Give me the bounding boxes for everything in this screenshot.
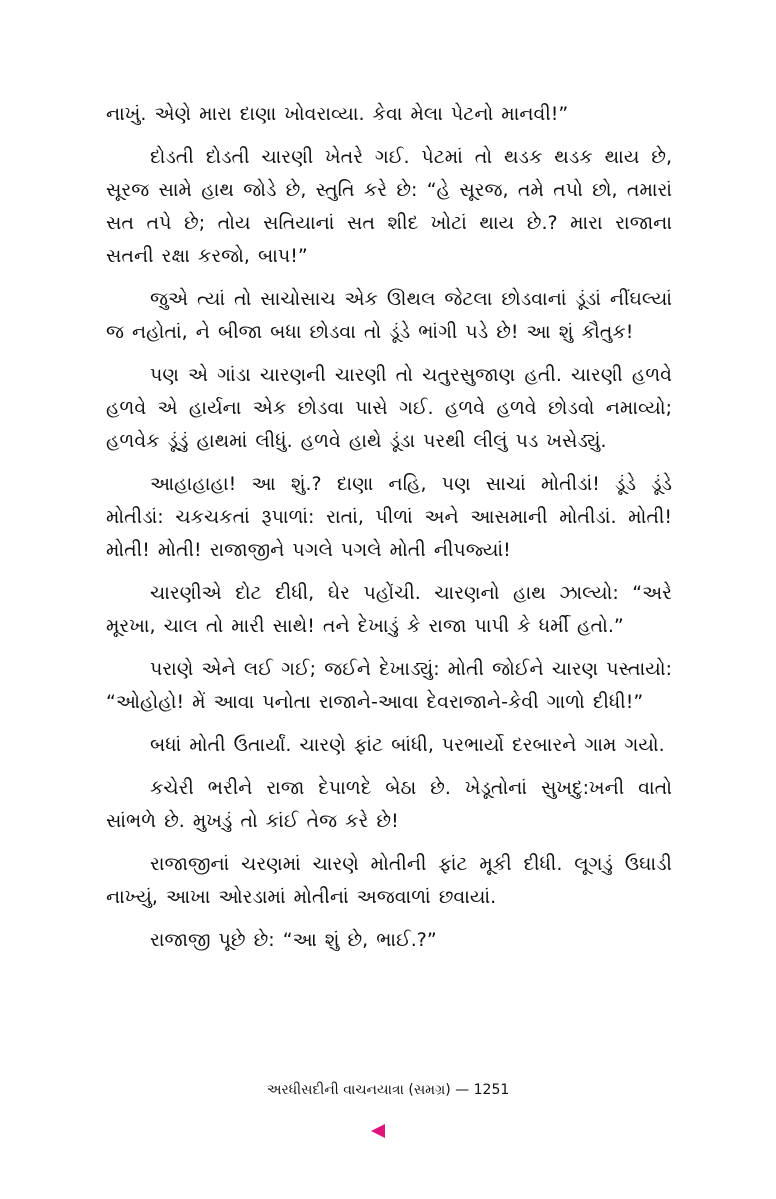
paragraph-9: કચેરી ભરીને રાજા દેપાળદે બેઠા છે. ખેડૂતોનાં સુખદુ:ખની વાતો સાંભળે છે. મુખડું તો કાંઈ તેજ કરે છે! [106,777,672,832]
paragraph-7: પરાણે એને લઈ ગઈ; જઈને દેખાડ્યું: મોતી જોઈને ચારણ પસ્તાયો: “ઓહોહો! મેં આવા પનોતા રાજાને-આવા દેવરાજાને-કેવી ગાળો દીધી!” [106,658,672,713]
paragraph-2: દોડતી દોડતી ચારણી ખેતરે ગઈ. પેટમાં તો થડક થડક થાય છે, સૂરજ સામે હાથ જોડે છે, સ્તુતિ કરે છે: “હે સૂરજ, તમે તપો છો, તમારાં સત તપે છે; તોય સતિયાનાં સત શીદ ખોટાં થાય છે.? મારા રાજાના સતની રક્ષા કરજો, બાપ!” [106,146,672,267]
paragraph-8: બધાં મોતી ઉતાર્યાં. ચારણે ફાંટ બાંધી, પરભાર્યો દરબારને ગામ ગયો. [150,734,665,756]
paragraph-10: રાજાજીનાં ચરણમાં ચારણે મોતીની ફાંટ મૂકી દીધી. લૂગડું ઉઘાડી નાખ્યું, આખા ઓરડામાં મોતીનાં અજવાળાં છવાયાં. [106,853,672,908]
prev-page-icon[interactable] [371,1124,385,1138]
page-body [106,98,672,967]
paragraph-5: આહાહાહા! આ શું.? દાણા નહિ, પણ સાચાં મોતીડાં! ડૂંડે ડૂંડે મોતીડાં: ચકચકતાં રૂપાળાં: રાતાં, પીળાં અને આસમાની મોતીડાં. મોતી! મોતી! મોતી! રાજાજીને પગલે પગલે મોતી નીપજ્યાં! [106,473,672,561]
paragraph-1: નાખું. એણે મારા દાણા ખોવરાવ્યા. કેવા મેલા પેટનો માનવી!” [106,103,569,125]
paragraph-11: રાજાજી પૂછે છે: “આ શું છે, ભાઈ.?” [150,929,437,951]
paragraph-6: ચારણીએ દોટ દીધી, ઘેર પહોંચી. ચારણનો હાથ ઝાલ્યો: “અરે મૂરખા, ચાલ તો મારી સાથે! તને દેખાડું કે રાજા પાપી કે ધર્મી હતો.” [106,582,672,637]
paragraph-3: જુએ ત્યાં તો સાચોસાચ એક ઊથલ જેટલા છોડવાનાં ડૂંડાં નીંઘલ્યાં જ નહોતાં, ને બીજા બધા છોડવા તો ડૂંડે ભાંગી પડે છે! આ શું કૌતુક! [106,288,672,343]
page-footer: અરધીસદીની વાચનયાત્રા (સમગ્ર) — 1251 [266,1082,510,1098]
paragraph-4: પણ એ ગાંડા ચારણની ચારણી તો ચતુરસુજાણ હતી. ચારણી હળવે હળવે એ હાર્યના એક છોડવા પાસે ગઈ. હળવે હળવે છોડવો નમાવ્યો; હળવેક ડૂંડું હાથમાં લીધું. હળવે હાથે ડૂંડા પરથી લીલું પડ ખસેડ્યું. [106,364,672,452]
